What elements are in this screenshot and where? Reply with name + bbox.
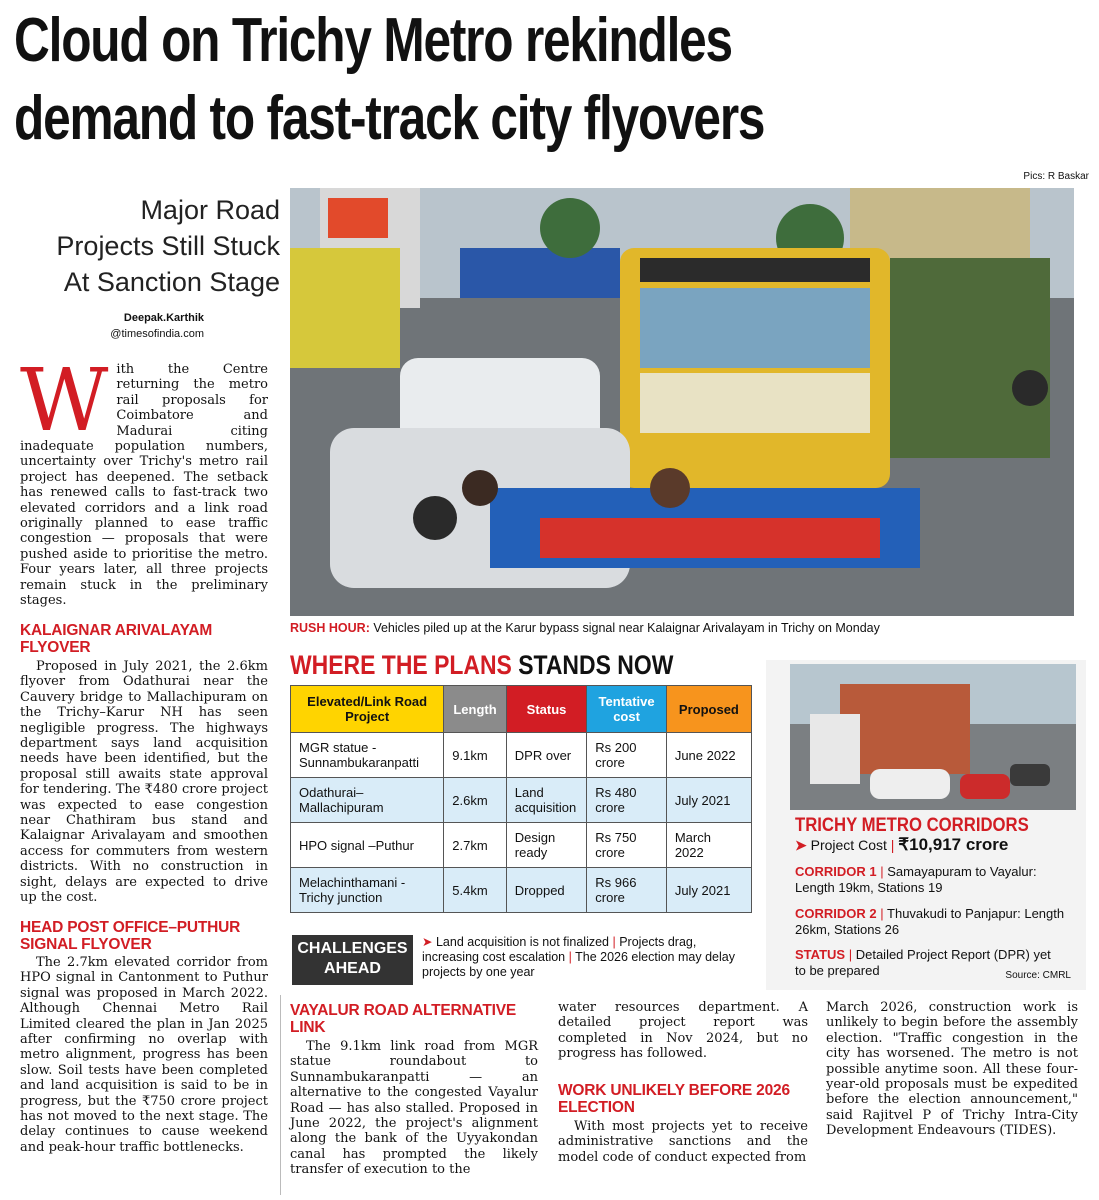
cell: 9.1km [444, 733, 507, 778]
intro-paragraph [20, 351, 268, 609]
deck-line-2: Projects Still Stuck [56, 231, 280, 261]
status-text: Detailed Project Report (DPR) yet to be prepared [795, 947, 1051, 978]
corridor-2-label: CORRIDOR 2 [795, 906, 877, 921]
corridor-2-text: Thuvakudi to Panjapur: Length 26km, Stations 26 [795, 906, 1065, 937]
cell: Rs 966 crore [587, 868, 667, 913]
photo-caption [290, 621, 1074, 635]
challenge-item: The 2026 election may delay projects by one year [422, 950, 735, 979]
col-project: Elevated/Link Road Project [291, 686, 444, 733]
byline [18, 310, 204, 342]
caption-label: RUSH HOUR: [290, 621, 370, 635]
byline-name: Deepak.Karthik [123, 312, 204, 324]
photo-credit: Pics: R Baskar [1023, 171, 1089, 182]
table-title-black: STANDS NOW [511, 650, 674, 680]
section-1-text: Proposed in July 2021, the 2.6km flyover from Odathurai near the Cauvery bridge to Mallachipuram on the Trichy–Karur NH has seen negligible progress. The highways department says land acquisition needs have been identified, but the proposal still awaits state approval for tendering. The ₹480 crore project was expected to ease congestion near Chathiram bus stand and Kalaignar Arivalayam and smoothen access for commuters from western districts. With no construction in sight, delays are expected to drive up the cost. [20, 659, 268, 906]
deck-line-1: Major Road [140, 195, 280, 225]
table-row [291, 823, 752, 868]
corridor-1-label: CORRIDOR 1 [795, 864, 877, 879]
intro-text: ith the Centre returning the metro rail proposals for Coimbatore and Madurai citing inadequate population numbers, uncertainty over Trichy's metro rail project has deepened. The setback has renewed calls to fast-track two elevated corridors and a link road originally planned to ease traffic congestion — proposals that were pushed aside to prioritise the metro. Four years later, all three projects remain stuck in the preliminary stages. [20, 362, 268, 609]
metro-status: STATUS | Detailed Project Report (DPR) yet to be prepared [795, 947, 1051, 978]
col-status: Status [506, 686, 587, 733]
col-proposed: Proposed [666, 686, 751, 733]
sidebar-photo [790, 664, 1076, 810]
cell: Dropped [506, 868, 587, 913]
col-cost: Tentative cost [587, 686, 667, 733]
cell: Rs 480 crore [587, 778, 667, 823]
cell: Rs 750 crore [587, 823, 667, 868]
table-row [291, 733, 752, 778]
section-3-text-cont: water resources department. A detailed project report was completed in Nov 2024, but no progress has followed. [558, 1000, 808, 1062]
section-4-text: With most projects yet to receive administrative sanctions and the model code of conduct expected from [558, 1119, 808, 1165]
table-title-red: WHERE THE PLANS [290, 650, 512, 680]
section-2-text: The 2.7km elevated corridor from HPO signal in Cantonment to Puthur signal was proposed in March 2022. Although Chennai Metro Rail Limited cleared the plan in Jan 2025 after confirming no overlap with metro alignment, progress has been slow. Soil tests have been completed and land acquisition is said to be in progress, but the ₹750 crore project has not moved to the next stage. The delay continues to cause weekend and peak-hour traffic bottlenecks. [20, 955, 268, 1155]
traffic-photo-illustration [290, 188, 1074, 616]
deck-line-3: At Sanction Stage [63, 267, 280, 297]
cell: DPR over [506, 733, 587, 778]
cell: Rs 200 crore [587, 733, 667, 778]
status-label: STATUS [795, 947, 846, 962]
headline-line-2: demand to fast-track city flyovers [14, 84, 765, 153]
cell: MGR statue - Sunnambukaranpatti [291, 733, 444, 778]
column-divider [280, 995, 281, 1195]
table-row [291, 868, 752, 913]
challenge-item: Projects drag, increasing cost escalation [422, 935, 697, 964]
section-3-text: The 9.1km link road from MGR statue roundabout to Sunnambukaranpatti — an alternative to the congested Vayalur Road — has also stalled. Proposed in June 2022, the project's alignment along the bank of the Uyyakondan canal has prompted the likely transfer of execution to the [290, 1039, 538, 1178]
cell: July 2021 [666, 868, 751, 913]
cell: 2.6km [444, 778, 507, 823]
challenge-item: Land acquisition is not finalized [435, 935, 609, 949]
cell: HPO signal –Puthur [291, 823, 444, 868]
cost-label: Project Cost [810, 837, 887, 853]
table-title [290, 650, 766, 681]
cell: Land acquisition [506, 778, 587, 823]
arrow-icon: ➤ [422, 935, 433, 949]
cell: Design ready [506, 823, 587, 868]
section-4-text-cont: March 2026, construction work is unlikely to begin before the assembly election. "Traffic congestion in the city has worsened. The metro is not possible anytime soon. All these four-year-old proposals must be expedited before the election announcement," said Rajitvel P of Trichy Intra-City Development Endeavours (TIDES). [826, 1000, 1078, 1139]
section-4-title: WORK UNLIKELY BEFORE 2026 ELECTION [558, 1082, 790, 1116]
cell: June 2022 [666, 733, 751, 778]
section-2-title: HEAD POST OFFICE–PUTHUR SIGNAL FLYOVER [20, 919, 241, 953]
drop-cap: W [20, 351, 109, 451]
table-row [291, 778, 752, 823]
deck [18, 192, 280, 300]
section-1-title: KALAIGNAR ARIVALAYAM FLYOVER [20, 622, 213, 656]
byline-handle: @timesofindia.com [110, 328, 204, 340]
chevron-right-icon: ➤ [795, 837, 807, 853]
corridor-1: CORRIDOR 1 | Samayapuram to Vayalur: Length 19km, Stations 19 [795, 864, 1037, 895]
cell: 5.4km [444, 868, 507, 913]
cell: 2.7km [444, 823, 507, 868]
cell: Odathurai–Mallachipuram [291, 778, 444, 823]
plans-table [290, 685, 752, 913]
truck-photo-illustration [790, 664, 1076, 810]
cell: Melachinthamani - Trichy junction [291, 868, 444, 913]
headline [14, 2, 1086, 158]
headline-line-1: Cloud on Trichy Metro rekindles [14, 6, 732, 75]
caption-text: Vehicles piled up at the Karur bypass signal near Kalaignar Arivalayam in Trichy on Monday [369, 621, 880, 635]
metro-title: TRICHY METRO CORRIDORS [795, 815, 1029, 836]
source-note: Source: CMRL [1005, 970, 1071, 981]
challenges-list: ➤ Land acquisition is not finalized | Projects drag, increasing cost escalation | The 2026 election may delay projects by one year [422, 935, 735, 979]
section-3-title: VAYALUR ROAD ALTERNATIVE LINK [290, 1002, 516, 1036]
table-header-row [291, 686, 752, 733]
cell: July 2021 [666, 778, 751, 823]
metro-cost: ➤ Project Cost | ₹10,917 crore [795, 835, 1009, 854]
col-length: Length [444, 686, 507, 733]
corridor-2: CORRIDOR 2 | Thuvakudi to Panjapur: Length 26km, Stations 26 [795, 906, 1065, 937]
main-photo [290, 188, 1074, 616]
challenges-label: CHALLENGES AHEAD [292, 935, 413, 985]
cost-value: ₹10,917 crore [898, 835, 1009, 854]
cell: March 2022 [666, 823, 751, 868]
corridor-1-text: Samayapuram to Vayalur: Length 19km, Stations 19 [795, 864, 1037, 895]
